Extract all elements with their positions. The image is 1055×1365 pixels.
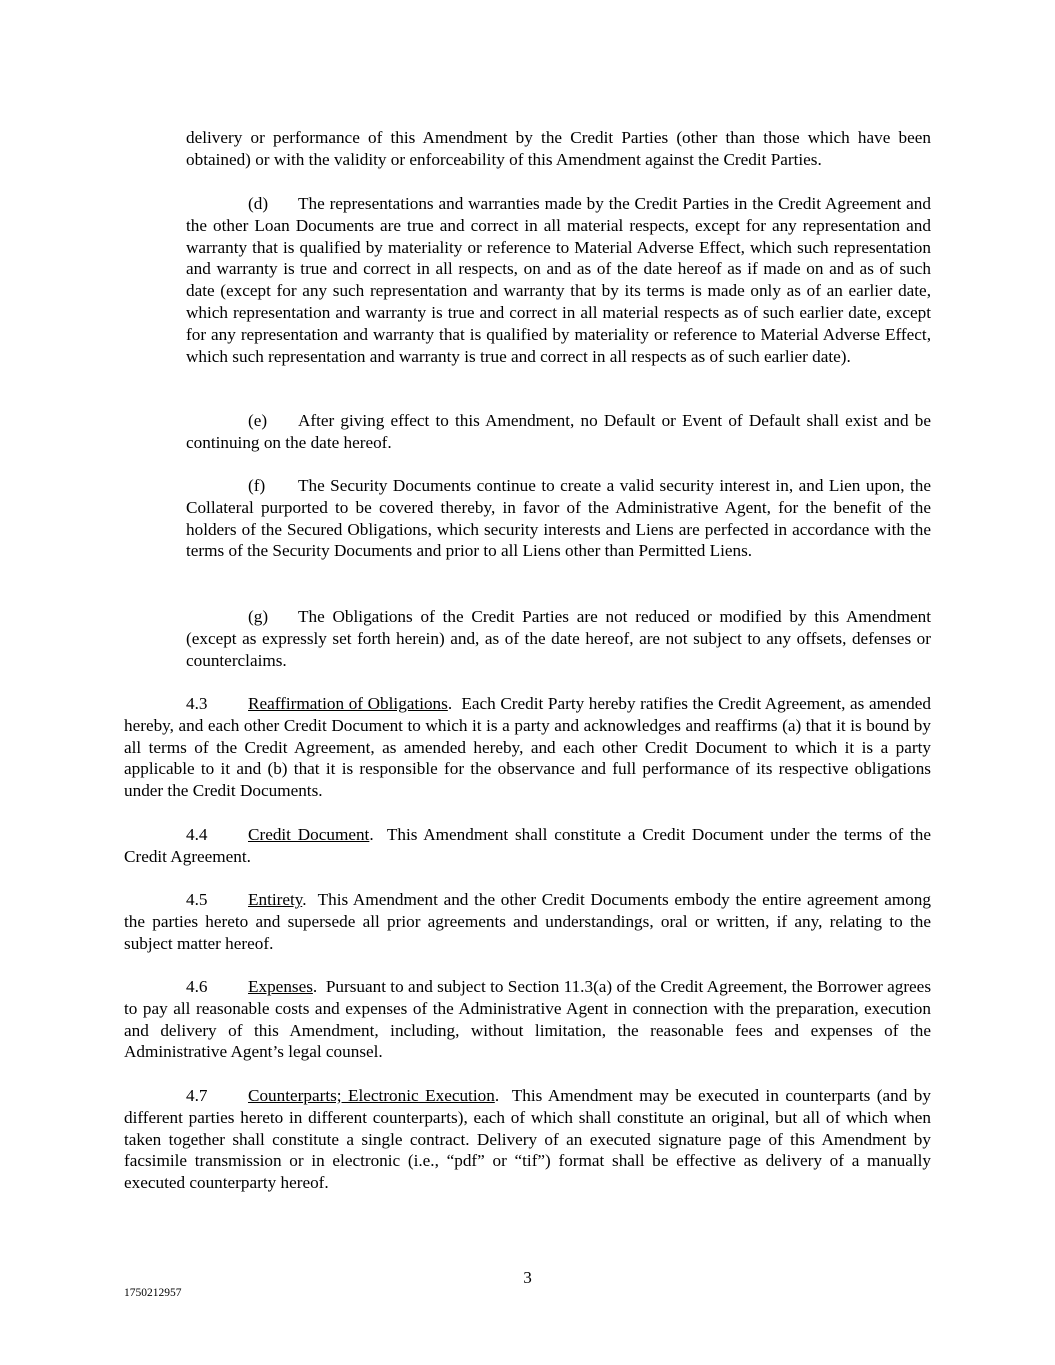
section-text: Each Credit Party hereby ratifies the Credit Agreement, as amended hereby, and each other Credit Document to which it is a party and acknowledges and reaffirms (a) that it is bound by all terms of the Credit Agreement, as amended hereby, and each other Credit Document to which it is a party applicable to it and (b) that it is responsible for the observance and full performance of its respective obligations under the Credit Documents. — [124, 694, 931, 801]
subsection-d — [186, 193, 931, 367]
subsection-label: (d) — [248, 194, 269, 213]
section-4-6: 4.6 Expenses. Pursuant to and subject to Section 11.3(a) of the Credit Agreement, the Borrower agrees to pay all reasonable costs and expenses of the Administrative Agent in connection with the preparation, execution and delivery of this Amendment, including, without limitation, the reasonable fees and expenses of the Administrative Agent’s legal counsel. — [124, 977, 932, 1062]
subsection-label: (e) — [248, 411, 268, 430]
subsection-text: The representations and warranties made by the Credit Parties in the Credit Agreement and the other Loan Documents are true and correct in all material respects, except for any representation and warranty that is qualified by materiality or reference to Material Adverse Effect, which such representation and warranty is true and correct in all respects, on and as of the date hereof as if made on and as of such date (except for any such representation and warranty that by its terms is made only as of an earlier date, which representation and warranty is true and correct in all material respects as of such earlier date, except for any representation and warranty that is qualified by materiality or reference to Material Adverse Effect, which such representation and warranty is true and correct in all respects as of such earlier date). — [186, 194, 931, 366]
section-heading: Reaffirmation of Obligations — [248, 694, 448, 713]
continuation-paragraph: delivery or performance of this Amendment by the Credit Parties (other than those which have been obtained) or with the validity or enforceability of this Amendment against the Credit Parties. — [186, 128, 931, 169]
section-heading: Credit Document — [248, 825, 370, 844]
section-text: Pursuant to and subject to Section 11.3(a) of the Credit Agreement, the Borrower agrees to pay all reasonable costs and expenses of the Administrative Agent in connection with the preparation, execution and delivery of this Amendment, including, without limitation, the reasonable fees and expenses of the Administrative Agent’s legal counsel. — [124, 977, 932, 1062]
subsection-text: The Security Documents continue to create a valid security interest in, and Lien upon, the Collateral purported to be covered thereby, in favor of the Administrative Agent, for the benefit of the holders of the Secured Obligations, which security interests and Liens are perfected in accordance with the terms of the Security Documents and prior to all Liens other than Permitted Liens. — [186, 476, 931, 561]
subsection-label: (f) — [248, 476, 266, 495]
section-4-3: 4.3 Reaffirmation of Obligations. Each Credit Party hereby ratifies the Credit Agreement, as amended hereby, and each other Credit Document to which it is a party and acknowledges and reaffirms (a) that it is bound by all terms of the Credit Agreement, as amended hereby, and each other Credit Document to which it is a party applicable to it and (b) that it is responsible for the observance and full performance of its respective obligations under the Credit Documents. — [124, 694, 931, 801]
subsection-e — [186, 410, 931, 454]
section-text: This Amendment and the other Credit Documents embody the entire agreement among the parties hereto and supersede all prior agreements and understandings, oral or written, if any, relating to the subject matter hereof. — [124, 890, 931, 953]
section-4-7: 4.7 Counterparts; Electronic Execution. This Amendment may be executed in counterparts (and by different parties hereto in different counterparts), each of which shall constitute an original, but all of which when taken together shall constitute a single contract. Delivery of an executed signature page of this Amendment by facsimile transmission or in electronic (i.e., “pdf” or “tif”) format shall be effective as delivery of a manually executed counterparty hereof. — [124, 1086, 931, 1193]
section-heading: Expenses — [248, 977, 313, 996]
section-number: 4.7 — [186, 1086, 208, 1105]
section-text: This Amendment shall constitute a Credit Document under the terms of the Credit Agreement. — [124, 825, 931, 866]
subsection-label: (g) — [248, 607, 269, 626]
section-text: This Amendment may be executed in counterparts (and by different parties hereto in different counterparts), each of which shall constitute an original, but all of which when taken together shall constitute a single contract. Delivery of an executed signature page of this Amendment by facsimile transmission or in electronic (i.e., “pdf” or “tif”) format shall be effective as delivery of a manually executed counterparty hereof. — [124, 1086, 931, 1193]
section-heading: Entirety — [248, 890, 303, 909]
section-number: 4.3 — [186, 694, 208, 713]
section-number: 4.6 — [186, 977, 208, 996]
subsection-text: The Obligations of the Credit Parties are not reduced or modified by this Amendment (except as expressly set forth herein) and, as of the date hereof, are not subject to any offsets, defenses or counterclaims. — [186, 607, 931, 670]
document-id: 1750212957 — [124, 1287, 182, 1299]
page-number: 3 — [523, 1268, 532, 1287]
section-4-4: 4.4 Credit Document. This Amendment shall constitute a Credit Document under the terms of the Credit Agreement. — [124, 825, 931, 866]
section-number: 4.4 — [186, 825, 208, 844]
section-number: 4.5 — [186, 890, 208, 909]
section-4-5: 4.5 Entirety. This Amendment and the other Credit Documents embody the entire agreement among the parties hereto and supersede all prior agreements and understandings, oral or written, if any, relating to the subject matter hereof. — [124, 890, 931, 953]
section-heading: Counterparts; Electronic Execution — [248, 1086, 495, 1105]
subsection-g — [186, 606, 931, 671]
subsection-f — [186, 475, 931, 562]
subsection-text: After giving effect to this Amendment, no Default or Event of Default shall exist and be continuing on the date hereof. — [186, 411, 931, 452]
